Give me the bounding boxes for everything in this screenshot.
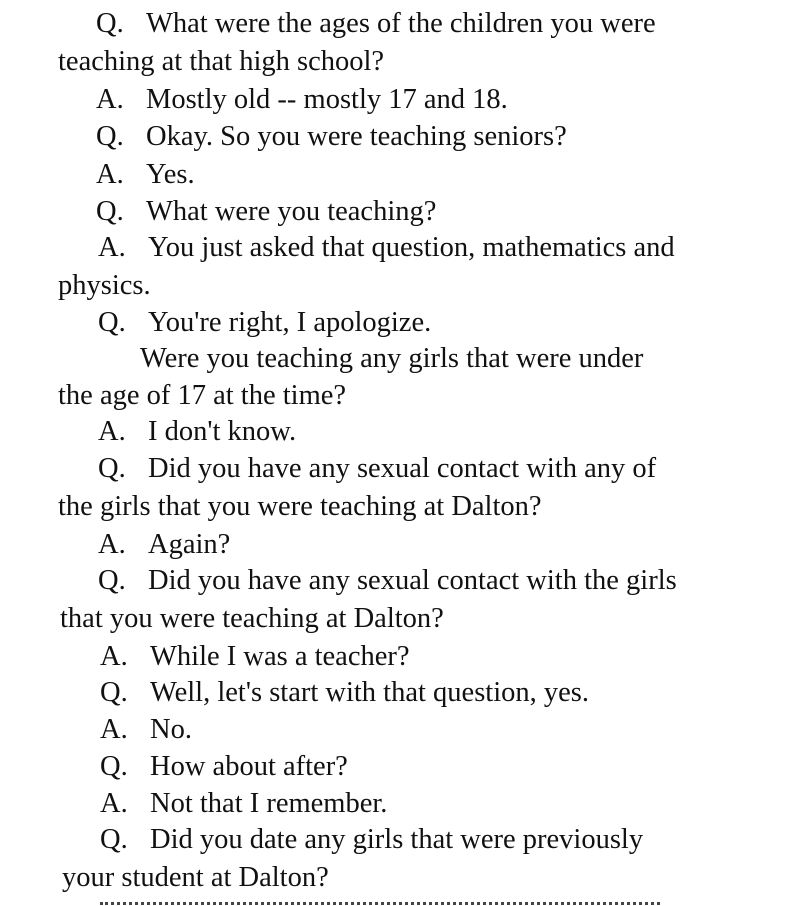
line-text: Did you have any sexual contact with the girls <box>148 565 677 596</box>
line-text: Did you have any sexual contact with any of <box>148 453 657 484</box>
line-4 <box>96 119 567 155</box>
line-text: No. <box>150 714 192 745</box>
line-text: Again? <box>148 529 231 560</box>
speaker-label: A. <box>100 714 128 745</box>
line-9 <box>98 305 431 341</box>
line-text: Were you teaching any girls that were under <box>140 343 644 374</box>
speaker-label: Q. <box>100 751 128 782</box>
line-14 <box>58 489 542 525</box>
speaker-label: Q. <box>96 8 124 39</box>
line-20 <box>100 712 192 748</box>
speaker-label: A. <box>96 84 124 115</box>
line-23 <box>100 822 643 858</box>
line-text: What were the ages of the children you were <box>146 8 656 39</box>
line-text: physics. <box>58 270 151 301</box>
line-2 <box>58 44 384 80</box>
line-text: I don't know. <box>148 416 297 447</box>
line-text: that you were teaching at Dalton? <box>60 603 444 634</box>
line-10 <box>140 341 643 377</box>
speaker-label: A. <box>98 232 126 263</box>
speaker-label: A. <box>100 641 128 672</box>
cut-off-next-line <box>100 896 700 906</box>
speaker-label: Q. <box>98 453 126 484</box>
line-text: the girls that you were teaching at Dalton? <box>58 491 542 522</box>
line-text: your student at Dalton? <box>62 862 329 893</box>
speaker-label: A. <box>98 529 126 560</box>
line-13 <box>98 451 656 487</box>
line-18 <box>100 639 410 675</box>
line-text: While I was a teacher? <box>150 641 410 672</box>
speaker-label: Q. <box>98 565 126 596</box>
line-text: teaching at that high school? <box>58 46 385 77</box>
line-16 <box>98 563 677 599</box>
line-24 <box>62 860 329 896</box>
line-15 <box>98 527 230 563</box>
line-1 <box>96 6 656 42</box>
speaker-label: Q. <box>100 824 128 855</box>
speaker-label: A. <box>96 159 124 190</box>
line-text: Yes. <box>146 159 195 190</box>
line-8 <box>58 268 151 304</box>
line-text: How about after? <box>150 751 348 782</box>
line-text: the age of 17 at the time? <box>58 380 347 411</box>
line-19 <box>100 675 589 711</box>
line-text: You just asked that question, mathematics and <box>148 232 675 263</box>
line-text: What were you teaching? <box>146 196 437 227</box>
line-11 <box>58 378 346 414</box>
line-5 <box>96 157 195 193</box>
line-text: Mostly old -- mostly 17 and 18. <box>146 84 508 115</box>
speaker-label: Q. <box>98 307 126 338</box>
speaker-label: Q. <box>100 677 128 708</box>
line-22 <box>100 786 387 822</box>
speaker-label: A. <box>98 416 126 447</box>
speaker-label: Q. <box>96 121 124 152</box>
line-12 <box>98 414 296 450</box>
line-text: Okay. So you were teaching seniors? <box>146 121 567 152</box>
line-17 <box>60 601 444 637</box>
line-6 <box>96 194 436 230</box>
line-7 <box>98 230 675 266</box>
speaker-label: A. <box>100 788 128 819</box>
line-text: Did you date any girls that were previously <box>150 824 644 855</box>
line-3 <box>96 82 508 118</box>
line-text: You're right, I apologize. <box>148 307 432 338</box>
line-text: Not that I remember. <box>150 788 388 819</box>
line-21 <box>100 749 348 785</box>
speaker-label: Q. <box>96 196 124 227</box>
line-text: Well, let's start with that question, yes. <box>150 677 589 708</box>
